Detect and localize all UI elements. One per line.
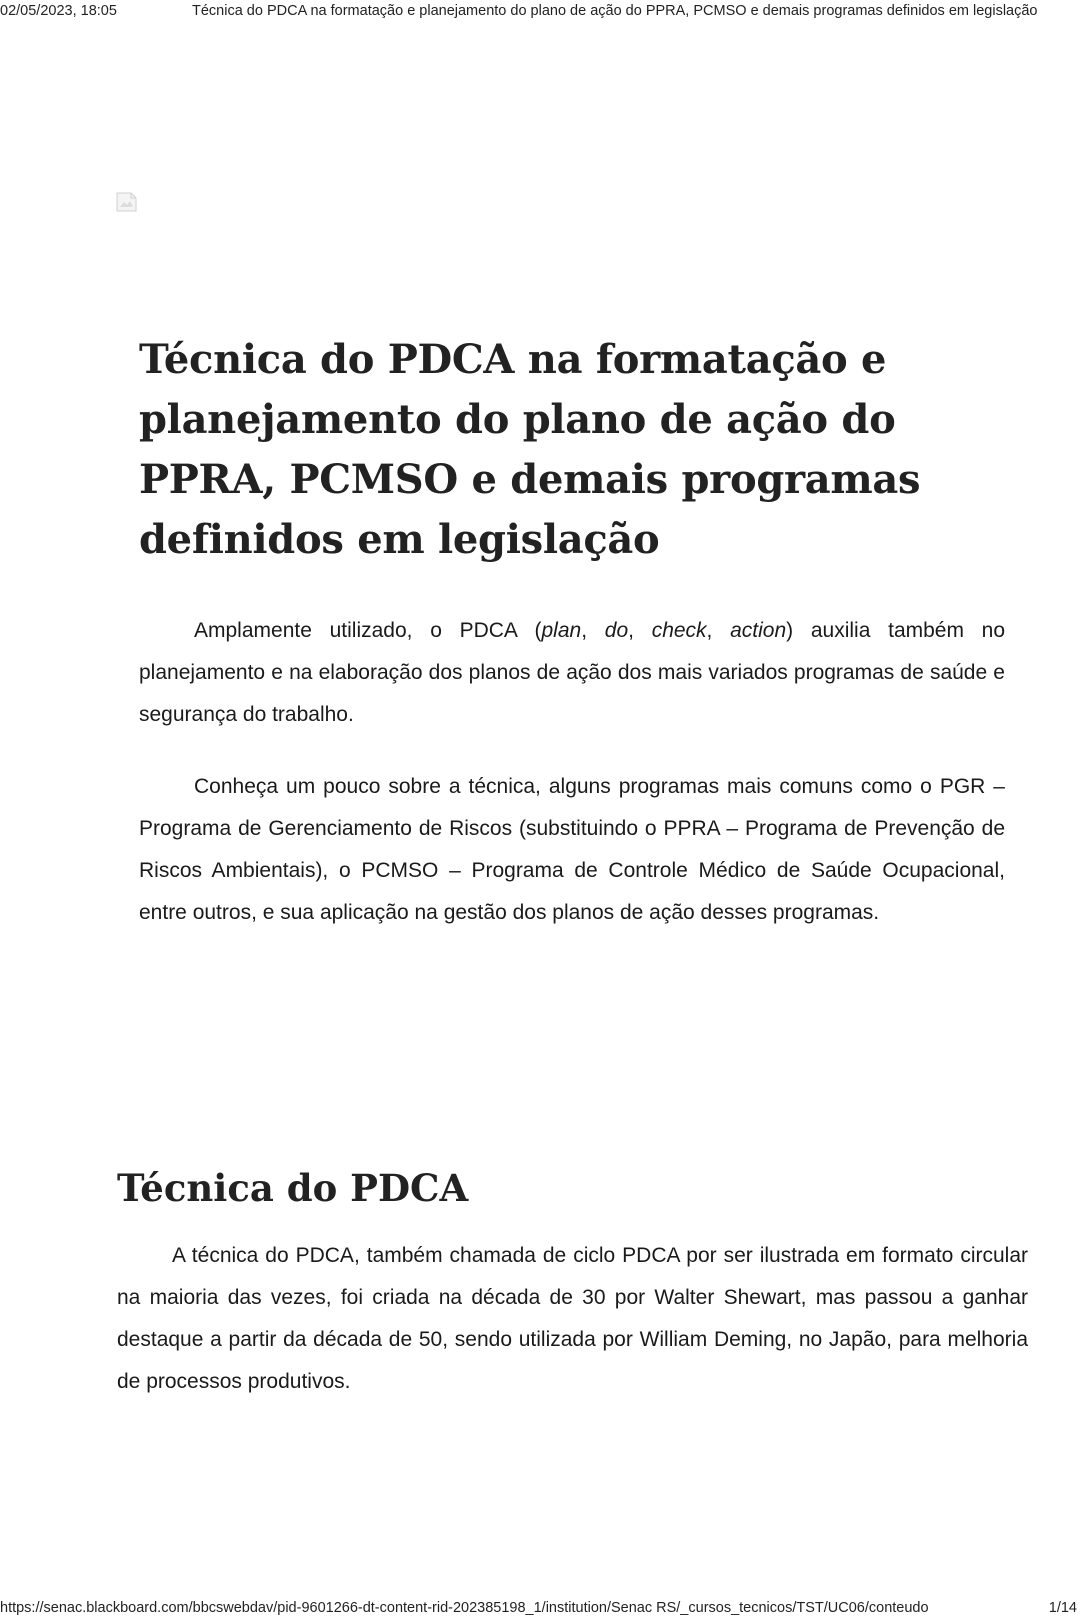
term-separator: ,: [581, 619, 605, 642]
pdca-section: [117, 1163, 1028, 1403]
print-date: 02/05/2023, 18:05: [0, 3, 117, 19]
term-separator: ,: [628, 619, 652, 642]
term-separator: ,: [706, 619, 731, 642]
print-url: https://senac.blackboard.com/bbcswebdav/pid-9601266-dt-content-rid-202385198_1/institution/Senac RS/_cursos_tecnicos/TST/UC06/conteudo: [0, 1600, 929, 1616]
intro-paragraph-2: Conheça um pouco sobre a técnica, alguns programas mais comuns como o PGR – Programa de Gerenciamento de Riscos (substituindo o PPRA – Programa de Prevenção de Riscos Ambientais), o PCMSO – Programa de Controle Médico de Saúde Ocupacional, entre outros, e sua aplicação na gestão dos planos de ação desses programas.: [139, 775, 1005, 924]
term-action: action: [730, 619, 787, 642]
section-title: Técnica do PDCA: [117, 1166, 469, 1210]
print-document-title: Técnica do PDCA na formatação e planejamento do plano de ação do PPRA, PCMSO e demais programas definidos em legislação: [192, 3, 1038, 19]
intro-section: [139, 330, 1005, 934]
term-do: do: [604, 619, 629, 642]
intro-paragraph-1-text-a: Amplamente utilizado, o PDCA (: [194, 619, 542, 642]
print-footer: [0, 1596, 1085, 1620]
page-number: 1/14: [1048, 1600, 1077, 1616]
intro-paragraph-1: [139, 610, 1005, 736]
page-title: Técnica do PDCA na formatação e planejamento do plano de ação do PPRA, PCMSO e demais programas definidos em legislação: [139, 336, 921, 563]
broken-image-icon: [116, 192, 138, 212]
term-check: check: [651, 619, 707, 642]
intro-paragraph-1-text-b: ) auxilia também no planejamento e na elaboração dos planos de ação dos mais variados programas de saúde e segurança do trabalho.: [139, 619, 1006, 726]
term-plan: plan: [541, 619, 582, 642]
section-paragraph: A técnica do PDCA, também chamada de ciclo PDCA por ser ilustrada em formato circular na maioria das vezes, foi criada na década de 30 por Walter Shewart, mas passou a ganhar destaque a partir da década de 50, sendo utilizada por William Deming, no Japão, para melhoria de processos produtivos.: [117, 1244, 1028, 1393]
print-header: [0, 0, 1085, 22]
